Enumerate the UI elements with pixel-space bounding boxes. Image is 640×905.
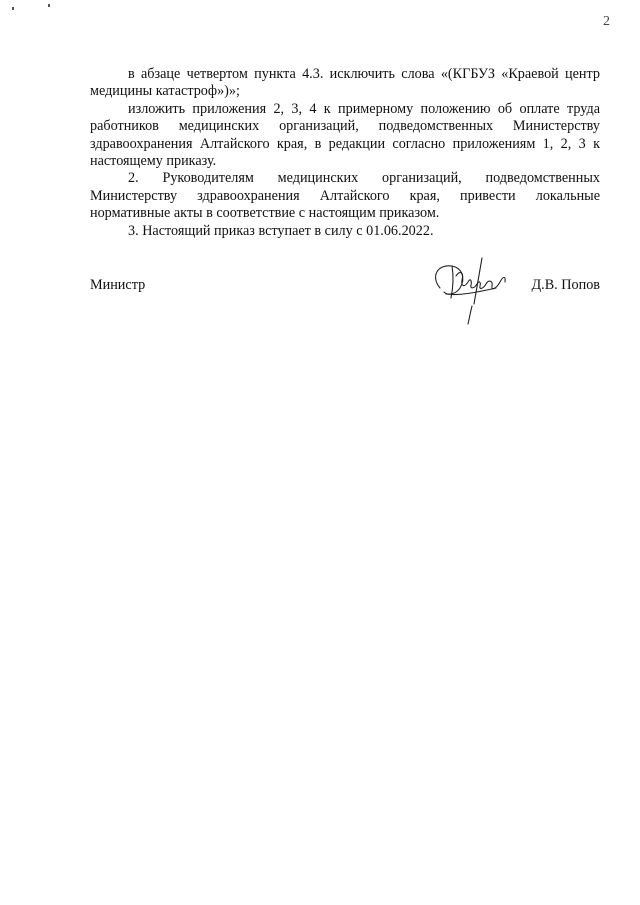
document-body [90,66,600,240]
scan-speck [12,7,14,10]
handwritten-signature [426,248,516,326]
scan-speck [48,4,50,7]
signature-block [90,266,600,336]
paragraph: 2. Руководителям медицинских организаций, подведомственных Министерству здравоохранения Алтайского края, привести локальные нормативные акты в соответствие с настоящим приказом. [90,170,600,222]
paragraph: в абзаце четвертом пункта 4.3. исключить слова «(КГБУЗ «Краевой центр медицины катастроф»)»; [90,66,600,100]
page-number: 2 [603,14,610,29]
signatory-title: Министр [90,277,146,293]
signatory-name: Д.В. Попов [531,277,600,293]
paragraph: 3. Настоящий приказ вступает в силу с 01.06.2022. [128,222,434,239]
paragraph: изложить приложения 2, 3, 4 к примерному положению об оплате труда работников медицинских организаций, подведомственных Министерству здравоохранения Алтайского края, в редакции согласно приложениям 1, 2, 3 к настоящему приказу. [90,100,600,170]
